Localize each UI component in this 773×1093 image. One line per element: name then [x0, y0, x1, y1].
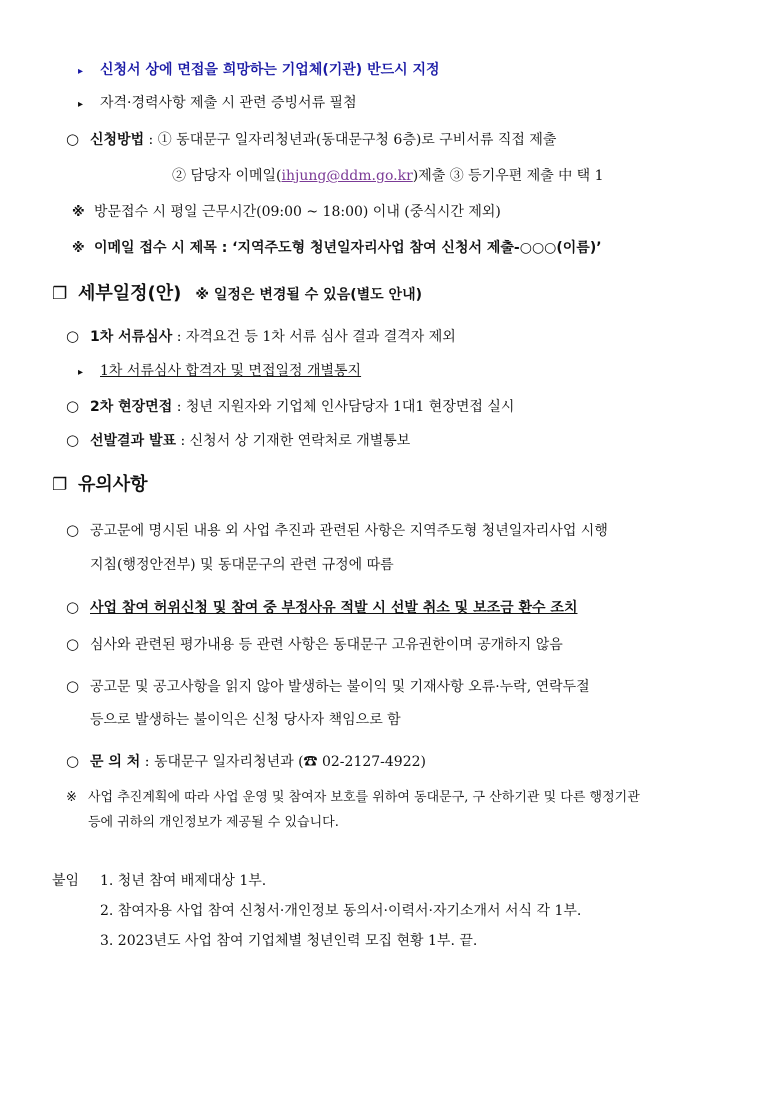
schedule-step-3: ○ 선발결과 발표 : 신청서 상 기재한 연락처로 개별통보	[66, 431, 411, 449]
checkbox-square-icon: ❐	[52, 284, 68, 304]
circle-bullet-icon: ○	[66, 635, 80, 653]
attachments-label: 붙임	[52, 873, 80, 889]
privacy-notice: ※ 사업 추진계획에 따라 사업 운영 및 참여자 보호를 위하여 동대문구, 구 산하기관 및 다른 행정기관	[66, 787, 640, 809]
triangle-bullet-icon: ▸	[78, 99, 84, 110]
section-notes-heading: ❐ 유의사항	[52, 474, 148, 495]
schedule-change-note: ※ 일정은 변경될 수 있음(별도 안내)	[195, 287, 422, 303]
note-item-1-cont: 지침(행정안전부) 및 동대문구의 관련 규정에 따름	[90, 557, 394, 573]
circle-bullet-icon: ○	[66, 130, 80, 148]
triangle-bullet-icon: ▸	[78, 367, 84, 378]
visit-hours-note: ※ 방문접수 시 평일 근무시간(09:00 ~ 18:00) 이내 (중식시간 제외)	[72, 201, 501, 224]
schedule-step-1: ○ 1차 서류심사 : 자격요건 등 1차 서류 심사 결과 결격자 제외	[66, 327, 456, 345]
apply-method-label: 신청방법	[90, 132, 145, 148]
circle-bullet-icon: ○	[66, 598, 80, 616]
reference-mark-icon: ※	[72, 205, 85, 220]
attachment-item-2: 2. 참여자용 사업 참여 신청서·개인정보 동의서·이력서·자기소개서 서식 각 1부.	[100, 903, 582, 919]
circle-bullet-icon: ○	[66, 521, 80, 539]
reference-mark-icon: ※	[66, 790, 77, 805]
checkbox-square-icon: ❐	[52, 475, 68, 495]
circle-bullet-icon: ○	[66, 431, 80, 449]
note-item-1: ○ 공고문에 명시된 내용 외 사업 추진과 관련된 사항은 지역주도형 청년일자리사업 시행	[66, 521, 608, 539]
apply-method-line-2: ② 담당자 이메일(ihjung@ddm.go.kr)제출 ③ 등기우편 제출 中 택 1	[172, 168, 604, 184]
bullet-line-interview-company: ▸ 신청서 상에 면접을 희망하는 기업체(기관) 반드시 지정	[78, 59, 440, 83]
email-subject-note: ※ 이메일 접수 시 제목 : ‘지역주도형 청년일자리사업 참여 신청서 제출-○○○(이름)’	[72, 237, 602, 260]
bullet-line-career-documents: ▸ 자격·경력사항 제출 시 관련 증빙서류 필첨	[78, 92, 357, 116]
apply-method-line: ○ 신청방법 : ① 동대문구 일자리청년과(동대문구청 6층)로 구비서류 직접 제출	[66, 130, 557, 148]
schedule-step-1-sub: ▸ 1차 서류심사 합격자 및 면접일정 개별통지	[78, 360, 361, 384]
note-item-2: ○ 사업 참여 허위신청 및 참여 중 부정사유 적발 시 선발 취소 및 보조금 환수 조치	[66, 598, 578, 616]
section-schedule-heading: ❐ 세부일정(안) ※ 일정은 변경될 수 있음(별도 안내)	[52, 283, 422, 304]
triangle-bullet-icon: ▸	[78, 66, 84, 77]
note-item-3: ○ 심사와 관련된 평가내용 등 관련 사항은 동대문구 고유권한이며 공개하지 않음	[66, 635, 563, 653]
attachment-item-1: 1. 청년 참여 배제대상 1부.	[100, 873, 267, 889]
circle-bullet-icon: ○	[66, 752, 80, 770]
privacy-notice-cont: 등에 귀하의 개인정보가 제공될 수 있습니다.	[88, 815, 339, 830]
note-item-4: ○ 공고문 및 공고사항을 읽지 않아 발생하는 불이익 및 기재사항 오류·누락, 연락두절	[66, 677, 590, 695]
contact-line: ○ 문 의 처 : 동대문구 일자리청년과 (☎ 02-2127-4922)	[66, 752, 426, 770]
attachment-item-3: 3. 2023년도 사업 참여 기업체별 청년인력 모집 현황 1부. 끝.	[100, 933, 478, 949]
circle-bullet-icon: ○	[66, 397, 80, 415]
reference-mark-icon: ※	[72, 241, 85, 256]
schedule-step-2: ○ 2차 현장면접 : 청년 지원자와 기업체 인사담당자 1대1 현장면접 실시	[66, 397, 515, 415]
note-item-4-cont: 등으로 발생하는 불이익은 신청 당사자 책임으로 함	[90, 712, 401, 728]
contact-email-link[interactable]: ihjung@ddm.go.kr	[281, 168, 413, 184]
circle-bullet-icon: ○	[66, 677, 80, 695]
circle-bullet-icon: ○	[66, 327, 80, 345]
